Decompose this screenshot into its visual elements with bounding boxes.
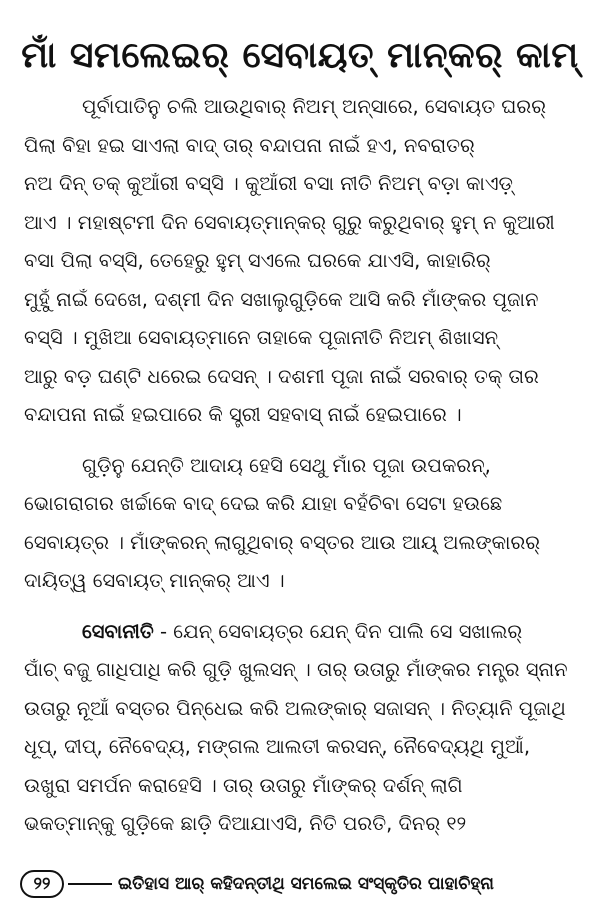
text-line-rest: - ଯେନ୍ ସେବାୟତ୍‌ର ଯେନ୍ ଦିନ ପାଲି ସେ ସଖାଲର୍ xyxy=(153,619,523,643)
text-line: ବସ୍‌ସି । ମୁଖିଆ ସେବାୟତ୍‌ମାନେ ତାହାକେ ପୂଜାନୀତି ନିଅମ୍ ଶିଖାସନ୍ xyxy=(24,326,499,349)
text-line: ପିଲା ବିହା ହଇ ସାଏଲା ବାଦ୍ ତାର୍ ବନ୍ଦାପନା ନାଇଁ ହଏ, ନବରାତର୍ xyxy=(24,133,475,157)
paragraph-3 xyxy=(24,613,576,844)
text-line xyxy=(24,613,576,652)
text-line: ଭୋଗରାଗର ଖର୍ଚ୍ଚାକେ ବାଦ୍ ଦେଇ କରି ଯାହା ବହଁଚିବା ସେଟା ହଉଛେ xyxy=(24,492,503,515)
body-text xyxy=(24,88,576,844)
text-line: ସେବାୟତ୍‌ର । ମାଁଙ୍କରନ୍ ଲାଗୁଥିବାର୍ ବସ୍ତର ଆଉ ଆୟ୍ ଅଲଙ୍କାରର୍ xyxy=(24,530,541,554)
text-line: ଗୁଡ଼ିନୁ ଯେନ୍ତି ଆଦାୟ ହେସି ସେଥୁ ମାଁର ପୂଜା ଉପକରନ୍, xyxy=(82,453,491,477)
text-line: ଆରୁ ବଡ଼ ଘଣ୍ଟି ଧରେଇ ଦେସନ୍ । ଦଶମୀ ପୂଜା ନାଇଁ ସରବାର୍ ତକ୍ ତାର xyxy=(24,364,539,388)
text-line: ଭକତ୍‌ମାନ୍‌କୁ ଗୁଡ଼ିକେ ଛାଡ଼ି ଦିଆଯାଏସି, ନିତି ପରତି, ଦିନର୍ ୧୨ xyxy=(24,812,467,835)
text-line: ପୂର୍ବାପାତିନୁ ଚଲି ଆଉଥିବାର୍ ନିଅମ୍ ଅନ୍‌ସାରେ, ସେବାୟତ ଘରର୍ xyxy=(82,95,546,118)
section-lead: ସେବାନୀତି xyxy=(82,619,154,643)
text-line: ଉଖୁରା ସମର୍ପନ କରାହେସି । ତାର୍ ଉତାରୁ ମାଁଙ୍କର୍ ଦର୍ଶନ୍ ଲାଗି xyxy=(24,773,463,797)
text-line: ଉତାରୁ ନୂଆଁ ବସ୍ତର ପିନ୍ଧେଇ କରି ଅଲଙ୍କାର୍ ସଜାସନ୍ । ନିତ୍ୟାନି ପୂଜାଥି xyxy=(24,696,566,720)
footer-rule xyxy=(68,883,112,885)
text-line: ନଅ ଦିନ୍ ତକ୍ କୁଆଁରୀ ବସ୍‌ସି । କୁଆଁରୀ ବସା ନୀତି ନିଅମ୍ ବଡ଼ା କାଏଡ଼୍ xyxy=(24,172,513,195)
text-line: ବସା ପିଲା ବସ୍‌ସି, ତେହେରୁ ହୁମ୍ ସଏଲେ ଘରକେ ଯାଏସି, କାହାରିର୍ xyxy=(24,249,491,272)
text-line: ମୁହୁଁ ନାଇଁ ଦେଖେ, ଦଶ୍‌ମୀ ଦିନ ସଖାଲୁଗୁଡ଼ିକେ ଆସି କରି ମାଁଙ୍କର ପୂଜାନ xyxy=(24,287,539,311)
paragraph-2 xyxy=(24,447,576,601)
running-footer-title: ଇତିହାସ ଆର୍ କହିଦନ୍ତୀଥି ସମଲେଇ ସଂସ୍କୃତିର ପାହାଚିହ୍ନା xyxy=(118,874,494,894)
page-title: ମାଁ ସମଲେଇର୍ ସେବାୟତ୍ ମାନ୍କର୍ କାମ୍ xyxy=(21,35,579,76)
text-line: ବନ୍ଦାପନା ନାଇଁ ହଇପାରେ କି ସ୍ତ୍ରୀ ସହବାସ୍ ନାଇଁ ହେଇପାରେ । xyxy=(24,403,462,426)
text-line: ଧୂପ୍, ଦୀପ୍, ନୈବେଦ୍ୟ, ମଙ୍ଗଲ ଆଲତୀ କରସନ୍, ନୈବେଦ୍ୟଥି ମୁଆଁ, xyxy=(24,735,531,758)
page-footer xyxy=(20,866,580,902)
page-number: ୨୨ xyxy=(20,870,64,898)
text-line: ପାଁଚ୍ ବଜୁ ଗାଧିପାଧି କରି ଗୁଡ଼ି ଖୁଲସନ୍ । ତାର୍ ଉତାରୁ ମାଁଙ୍କର ମନ୍ତ୍ର ସ୍ନାନ xyxy=(24,658,568,681)
paragraph-1 xyxy=(24,88,576,435)
text-line: ଦାୟିତ୍ୱ ସେବାୟତ୍ ମାନ୍‌କର୍ ଆଏ । xyxy=(24,569,285,592)
text-line: ଆଏ । ମହାଷ୍ଟମୀ ଦିନ ସେବାୟତ୍‌ମାନ୍‌କର୍ ଗୁରୁ କରୁଥିବାର୍ ହୁମ୍ ନ କୁଆରୀ xyxy=(24,210,555,234)
